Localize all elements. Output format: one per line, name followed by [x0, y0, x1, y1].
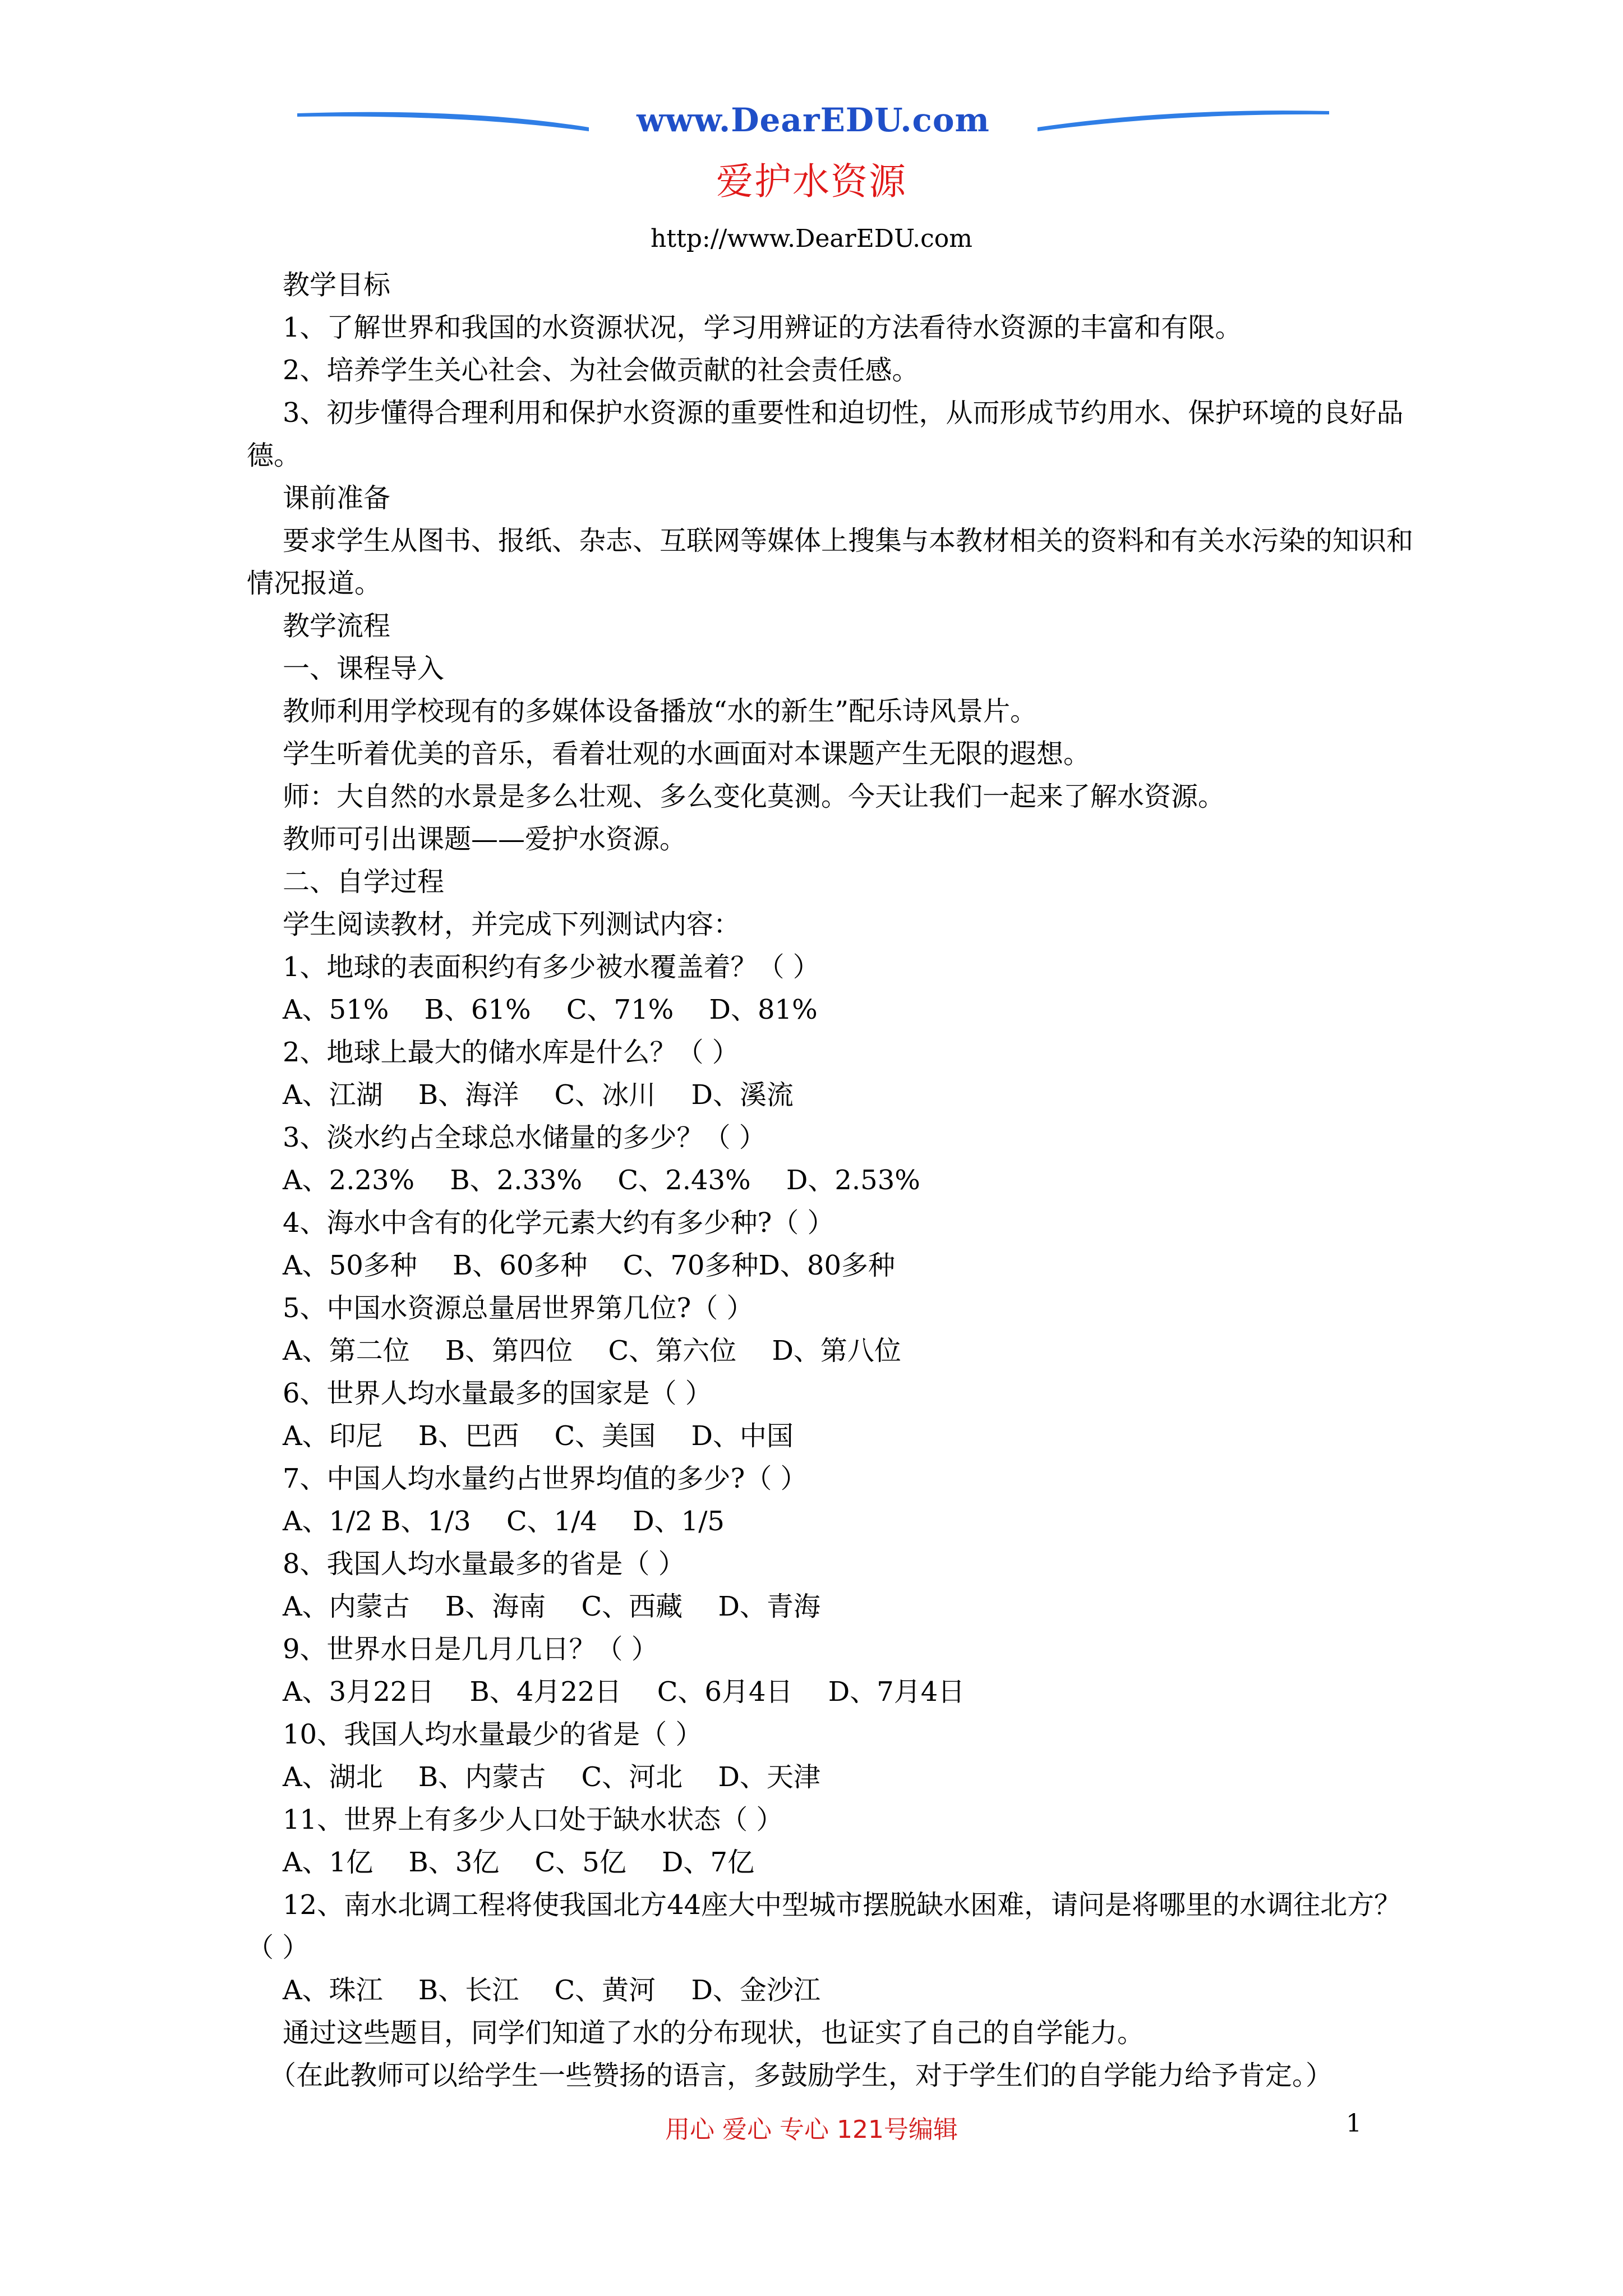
answer-options: A、50多种 B、60多种 C、70多种D、80多种 [283, 1250, 895, 1281]
banner-text: www.DearEDU.com [637, 101, 990, 139]
document-body [247, 264, 1413, 2097]
answer-options: A、印尼 B、巴西 C、美国 D、中国 [283, 1420, 794, 1452]
answer-options: A、内蒙古 B、海南 C、西藏 D、青海 [283, 1591, 820, 1622]
section-intro: 一、课程导入 [283, 653, 445, 684]
answer-options: A、珠江 B、长江 C、黄河 D、金沙江 [283, 1975, 820, 2006]
question: 3、淡水约占全球总水储量的多少？（ ） [283, 1122, 766, 1153]
paragraph: 教师利用学校现有的多媒体设备播放“水的新生”配乐诗风景片。 [283, 696, 1038, 727]
page-number: 1 [1346, 2109, 1362, 2138]
question: 10、我国人均水量最少的省是（ ） [283, 1719, 703, 1750]
question: 8、我国人均水量最多的省是（ ） [283, 1548, 685, 1580]
page-footer: 用心 爱心 专心 121号编辑 [665, 2115, 958, 2144]
answer-options: A、2.23% B、2.33% C、2.43% D、2.53% [283, 1165, 920, 1196]
paragraph: 学生阅读教材，并完成下列测试内容： [283, 909, 741, 940]
question: 9、世界水日是几月几日？（ ） [283, 1634, 658, 1665]
paragraph-note: （在此教师可以给学生一些赞扬的语言，多鼓励学生，对于学生们的自学能力给予肯定。） [269, 2060, 1333, 2091]
question: 12、南水北调工程将使我国北方44座大中型城市摆脱缺水困难，请问是将哪里的水调往北方？（ ） [247, 1889, 1401, 1963]
document-title: 爱护水资源 [716, 160, 907, 203]
objective-1: 1、了解世界和我国的水资源状况，学习用辨证的方法看待水资源的丰富和有限。 [283, 312, 1242, 343]
preparation-text: 要求学生从图书、报纸、杂志、互联网等媒体上搜集与本教材相关的资料和有关水污染的知识和情况报道。 [247, 525, 1414, 599]
answer-options: A、1亿 B、3亿 C、5亿 D、7亿 [283, 1847, 755, 1878]
answer-options: A、第二位 B、第四位 C、第六位 D、第八位 [283, 1335, 901, 1366]
answer-options: A、3月22日 B、4月22日 C、6月4日 D、7月4日 [283, 1676, 965, 1708]
answer-options: A、1/2 B、1/3 C、1/4 D、1/5 [283, 1506, 725, 1537]
site-banner [297, 96, 1329, 147]
objective-2: 2、培养学生关心社会、为社会做贡献的社会责任感。 [283, 355, 919, 386]
heading-objectives: 教学目标 [283, 269, 391, 301]
paragraph: 教师可引出课题——爱护水资源。 [283, 823, 687, 855]
heading-preparation: 课前准备 [283, 482, 391, 514]
answer-options: A、51% B、61% C、71% D、81% [283, 994, 818, 1025]
question: 7、中国人均水量约占世界均值的多少?（ ） [283, 1463, 808, 1494]
source-url: http://www.DearEDU.com [651, 224, 972, 253]
question: 4、海水中含有的化学元素大约有多少种?（ ） [283, 1207, 834, 1239]
paragraph: 师：大自然的水景是多么壮观、多么变化莫测。今天让我们一起来了解水资源。 [283, 781, 1225, 812]
question: 1、地球的表面积约有多少被水覆盖着？（ ） [283, 951, 820, 983]
paragraph: 学生听着优美的音乐，看着壮观的水画面对本课题产生无限的遐想。 [283, 738, 1091, 770]
heading-flow: 教学流程 [283, 610, 391, 642]
paragraph: 通过这些题目，同学们知道了水的分布现状，也证实了自己的自学能力。 [283, 2017, 1145, 2049]
question: 2、地球上最大的储水库是什么？（ ） [283, 1037, 739, 1068]
question: 11、世界上有多少人口处于缺水状态（ ） [283, 1804, 783, 1835]
section-self-study: 二、自学过程 [283, 866, 445, 898]
question: 5、中国水资源总量居世界第几位?（ ） [283, 1292, 754, 1324]
answer-options: A、湖北 B、内蒙古 C、河北 D、天津 [283, 1761, 820, 1793]
answer-options: A、江湖 B、海洋 C、冰川 D、溪流 [283, 1079, 794, 1111]
objective-3: 3、初步懂得合理利用和保护水资源的重要性和迫切性，从而形成节约用水、保护环境的良好品德。 [247, 397, 1404, 471]
question: 6、世界人均水量最多的国家是（ ） [283, 1378, 712, 1409]
